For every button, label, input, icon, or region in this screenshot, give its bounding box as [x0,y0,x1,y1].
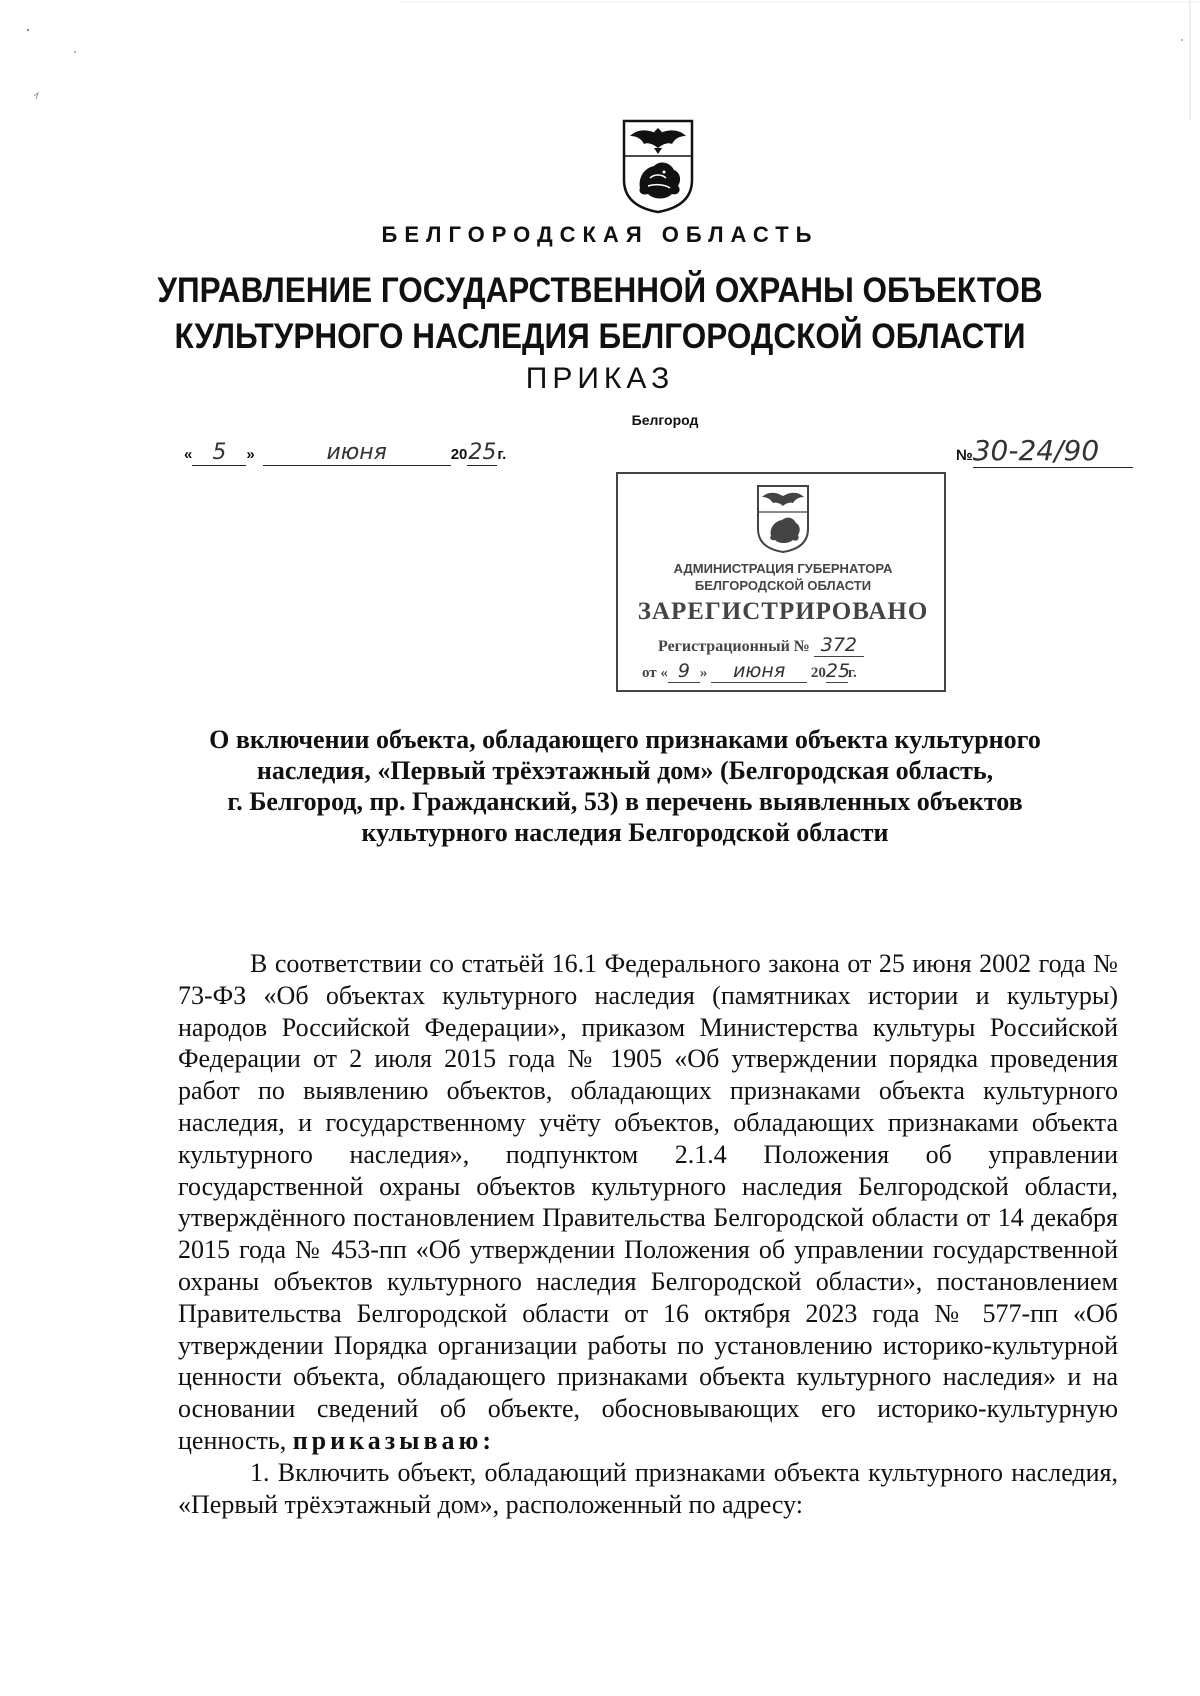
number-value: 30-24/90 [973,434,1133,468]
stamp-year-suffix: 25 [825,660,851,682]
body-paragraph-1 [178,948,1118,1457]
organization-name [60,268,1140,360]
registration-stamp [616,472,946,692]
body-paragraph-2: 1. Включить объект, обладающий признаками объекта культурного наследия, «Первый трёхэтажный дом», расположенный по адресу: [178,1457,1118,1519]
stamp-admin-line-2: БЕЛГОРОДСКОЙ ОБЛАСТИ [694,578,872,593]
date-day: 5 [192,440,246,466]
stamp-admin [618,560,948,594]
stamp-close-quote: » [699,665,708,681]
order-number [956,434,1133,468]
number-label: № [956,447,973,464]
title-line-3: г. Белгород, пр. Гражданский, 53) в перечень выявленных объектов [227,787,1023,816]
stamp-day: 9 [668,660,700,683]
paragraph-1-text: В соответствии со статьёй 16.1 Федерального закона от 25 июня 2002 года № 73-ФЗ «Об объектах культурного наследия (памятниках истории и культуры) народов Российской Федерации», приказом Министерства культуры Российской Федерации от 2 июля 2015 года № 1905 «Об утверждении порядка проведения работ по выявлению объектов, обладающих признаками объекта культурного наследия, и государственному учёту объектов, обладающих признаками объекта культурного наследия», подпунктом 2.1.4 Положения об управлении государственной охраны объектов культурного наследия Белгородской области, утверждённого постановлением Правительства Белгородской области от 14 декабря 2015 года № 453-пп «Об утверждении Положения об управлении государственной охраны объектов культурного наследия Белгородской области», постановлением Правительства Белгородской области от 16 октября 2023 года № 577-пп «Об утверждении Порядка организации работы по установлению историко-культурной ценности объекта, обладающего признаками объекта культурного наследия» и на основании сведений об объекте, обосновывающих его историко-культурную ценность, [178,949,1118,1455]
order-word: приказываю [292,1425,483,1455]
date-close-quote: » [246,446,255,463]
coat-of-arms-emblem [620,118,696,214]
organization-line-1: УПРАВЛЕНИЕ ГОСУДАРСТВЕННОЙ ОХРАНЫ ОБЪЕКТОВ [157,271,1043,310]
stamp-reg-number: 372 [814,634,864,657]
order-colon: : [482,1425,492,1455]
date-year-prefix: 20 [450,446,468,463]
document-type: ПРИКАЗ [525,362,675,395]
document-title [150,724,1100,848]
city-name: Белгород [631,412,699,428]
stamp-year-unit: г. [847,665,857,681]
order-date [184,440,506,466]
stamp-registered: ЗАРЕГИСТРИРОВАНО [637,598,929,625]
title-line-2: наследия, «Первый трёхэтажный дом» (Белгородская область, [256,756,994,785]
stamp-date-prefix: от « [642,665,668,681]
organization-line-2: КУЛЬТУРНОГО НАСЛЕДИЯ БЕЛГОРОДСКОЙ ОБЛАСТИ [174,317,1026,356]
stamp-date-line [642,660,857,683]
date-open-quote: « [184,446,193,463]
stamp-reg-number-line [658,634,864,657]
date-year-suffix: 25 [468,440,497,465]
date-month: июня [263,440,451,466]
stamp-reg-label: Регистрационный № [658,638,810,655]
title-line-4: культурного наследия Белгородской области [361,818,889,847]
region-name: БЕЛГОРОДСКАЯ ОБЛАСТЬ [381,222,819,247]
title-line-1: О включении объекта, обладающего признаками объекта культурного [209,725,1041,754]
document-body [178,948,1118,1520]
stamp-admin-line-1: АДМИНИСТРАЦИЯ ГУБЕРНАТОРА [673,561,893,576]
stamp-emblem [755,484,811,554]
stamp-month: июня [711,660,807,683]
date-year-unit: г. [497,446,507,463]
stamp-year-prefix: 20 [810,665,826,681]
